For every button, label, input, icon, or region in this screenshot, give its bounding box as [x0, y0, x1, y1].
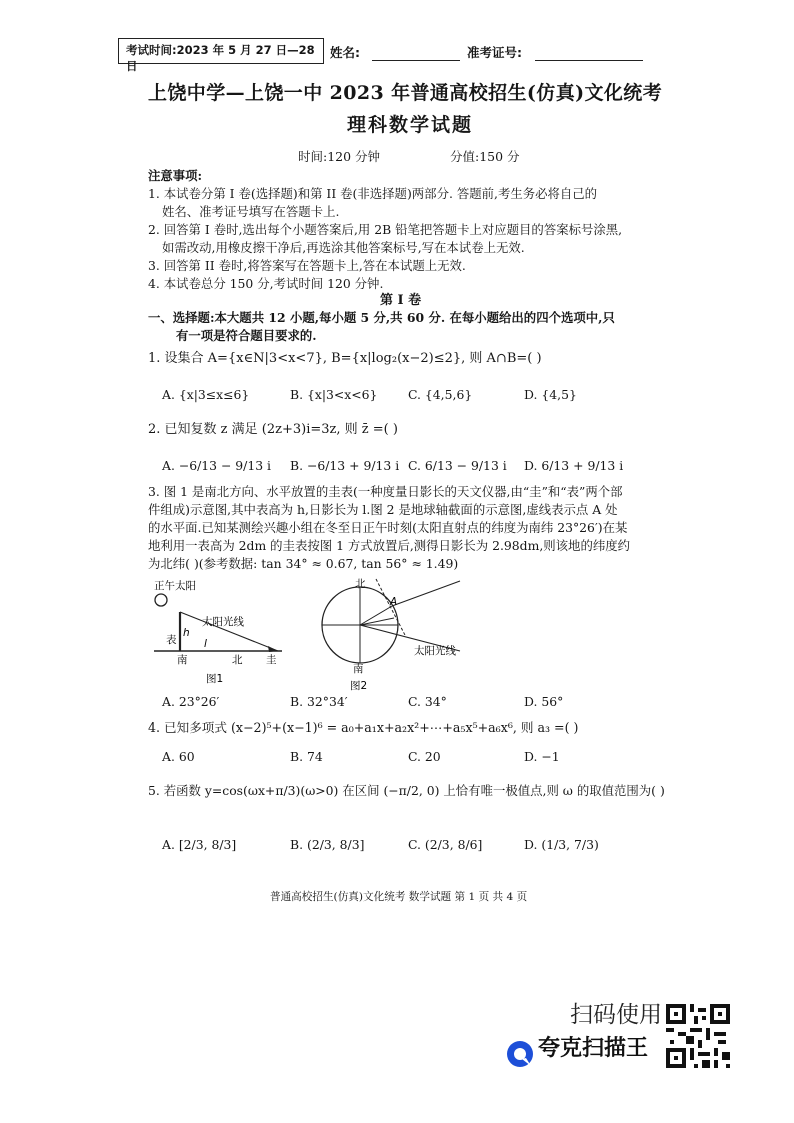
fig1-caption: 图1 [206, 673, 224, 685]
q5-option-b: B. (2/3, 8/3] [290, 837, 365, 852]
section-title: 第 I 卷 [380, 293, 422, 308]
id-label: 准考证号: [467, 45, 522, 60]
fig1-biao-label: 表 [166, 634, 177, 646]
figure-2-earth [310, 575, 480, 695]
q2-stem: 2. 已知复数 z 满足 (2z+3)i=3z, 则 z̄ =( ) [148, 422, 398, 437]
notice-heading: 注意事项: [148, 168, 203, 183]
exam-time-text: 考试时间:2023 年 5 月 27 日—28 日 [126, 43, 315, 73]
exam-time-box [118, 38, 324, 73]
q2-option-a: A. −6/13 − 9/13 i [162, 458, 272, 473]
fig1-ray-label: 太阳光线 [202, 616, 244, 628]
q1-option-a: A. {x|3≤x≤6} [162, 387, 250, 402]
exam-score: 分值:150 分 [450, 149, 520, 164]
q3-option-b: B. 32°34′ [290, 694, 348, 709]
q4-option-c: C. 20 [408, 749, 441, 764]
q5-stem: 5. 若函数 y=cos(ωx+π/3)(ω>0) 在区间 (−π/2, 0) 上恰有唯一极值点,则 ω 的取值范围为( ) [148, 783, 665, 798]
section-intro-1: 一、选择题:本大题共 12 小题,每小题 5 分,共 60 分. 在每小题给出的四个选项中,只 [148, 310, 615, 325]
notice-line-4: 如需改动,用橡皮擦干净后,再选涂其他答案标号,写在本试卷上无效. [162, 240, 525, 255]
fig1-south-label: 南 [177, 654, 188, 666]
fig2-ray-top [392, 581, 460, 606]
q3-line-4: 地利用一表高为 2dm 的圭表按图 1 方式放置后,测得日影长为 2.98dm,则该地的纬度约 [148, 538, 631, 553]
q2-option-c: C. 6/13 − 9/13 i [408, 458, 507, 473]
fig2-south-label: 南 [353, 663, 364, 675]
qr-code-icon[interactable] [666, 1004, 730, 1068]
name-blank [372, 60, 460, 61]
q1-stem: 1. 设集合 A={x∈N|3<x<7}, B={x|log₂(x−2)≤2}, 则 A∩B=( ) [148, 351, 542, 366]
q1-option-b: B. {x|3<x<6} [290, 387, 378, 402]
q4-option-b: B. 74 [290, 749, 323, 764]
fig2-caption: 图2 [350, 680, 368, 692]
section-intro-2: 有一项是符合题目要求的. [176, 328, 317, 343]
q2-option-b: B. −6/13 + 9/13 i [290, 458, 400, 473]
q1-option-d: D. {4,5} [524, 387, 577, 402]
fig2-ray-label: 太阳光线 [414, 645, 456, 657]
q2-option-d: D. 6/13 + 9/13 i [524, 458, 624, 473]
exam-title: 上饶中学—上饶一中 2023 年普通高校招生(仿真)文化统考 [148, 82, 663, 104]
notice-line-5: 3. 回答第 II 卷时,将答案写在答题卡上,答在本试题上无效. [148, 258, 466, 273]
figure-1-gnomon [150, 575, 290, 687]
name-label: 姓名: [330, 45, 360, 60]
q5-option-a: A. [2/3, 8/3] [162, 837, 237, 852]
fig2-north-label: 北 [355, 578, 366, 590]
q4-option-a: A. 60 [162, 749, 195, 764]
sun-icon [155, 594, 167, 606]
id-blank [535, 60, 643, 61]
q3-option-a: A. 23°26′ [162, 694, 220, 709]
notice-line-2: 姓名、准考证号填写在答题卡上. [162, 204, 340, 219]
scan-use-label: 扫码使用 [570, 1002, 662, 1028]
exam-duration: 时间:120 分钟 [298, 149, 381, 164]
q5-option-d: D. (1/3, 7/3) [524, 837, 599, 852]
fig1-l-label: l [204, 638, 207, 650]
page-footer: 普通高校招生(仿真)文化统考 数学试题 第 1 页 共 4 页 [270, 891, 528, 903]
notice-line-3: 2. 回答第 I 卷时,选出每个小题答案后,用 2B 铅笔把答题卡上对应题目的答案标号涂黑, [148, 222, 623, 237]
fig2-point-a: A [390, 596, 398, 608]
fig1-h-label: h [183, 627, 190, 639]
fig2-horizontal-plane [376, 579, 406, 637]
notice-line-6: 4. 本试卷总分 150 分,考试时间 120 分钟. [148, 276, 384, 291]
q3-line-5: 为北纬( )(参考数据: tan 34° ≈ 0.67, tan 56° ≈ 1.49) [148, 556, 459, 571]
q5-option-c: C. (2/3, 8/6] [408, 837, 483, 852]
quark-logo-icon [505, 1039, 535, 1069]
fig1-sun-label: 正午太阳 [154, 580, 196, 592]
q3-option-d: D. 56° [524, 694, 564, 709]
quark-scanner-brand: 夸克扫描王 [538, 1036, 649, 1061]
exam-subtitle: 理科数学试题 [347, 114, 474, 136]
q3-option-c: C. 34° [408, 694, 447, 709]
q4-stem: 4. 已知多项式 (x−2)⁵+(x−1)⁶ = a₀+a₁x+a₂x²+⋯+a₅x⁵+a₆x⁶, 则 a₃ =( ) [148, 720, 579, 735]
q3-line-1: 3. 图 1 是南北方向、水平放置的圭表(一种度量日影长的天文仪器,由“圭”和“表”两个部 [148, 484, 623, 499]
fig1-north-label: 北 [232, 654, 243, 666]
q3-line-3: 的水平面.已知某测绘兴趣小组在冬至日正午时刻(太阳直射点的纬度为南纬 23°26′)在某 [148, 520, 628, 535]
q4-option-d: D. −1 [524, 749, 560, 764]
notice-line-1: 1. 本试卷分第 I 卷(选择题)和第 II 卷(非选择题)两部分. 答题前,考生务必将自己的 [148, 186, 598, 201]
q3-line-2: 件组成)示意图,其中表高为 h,日影长为 l.图 2 是地球轴截面的示意图,虚线表示点 A 处 [148, 502, 618, 517]
fig1-gui-label: 圭 [266, 654, 277, 666]
q1-option-c: C. {4,5,6} [408, 387, 473, 402]
